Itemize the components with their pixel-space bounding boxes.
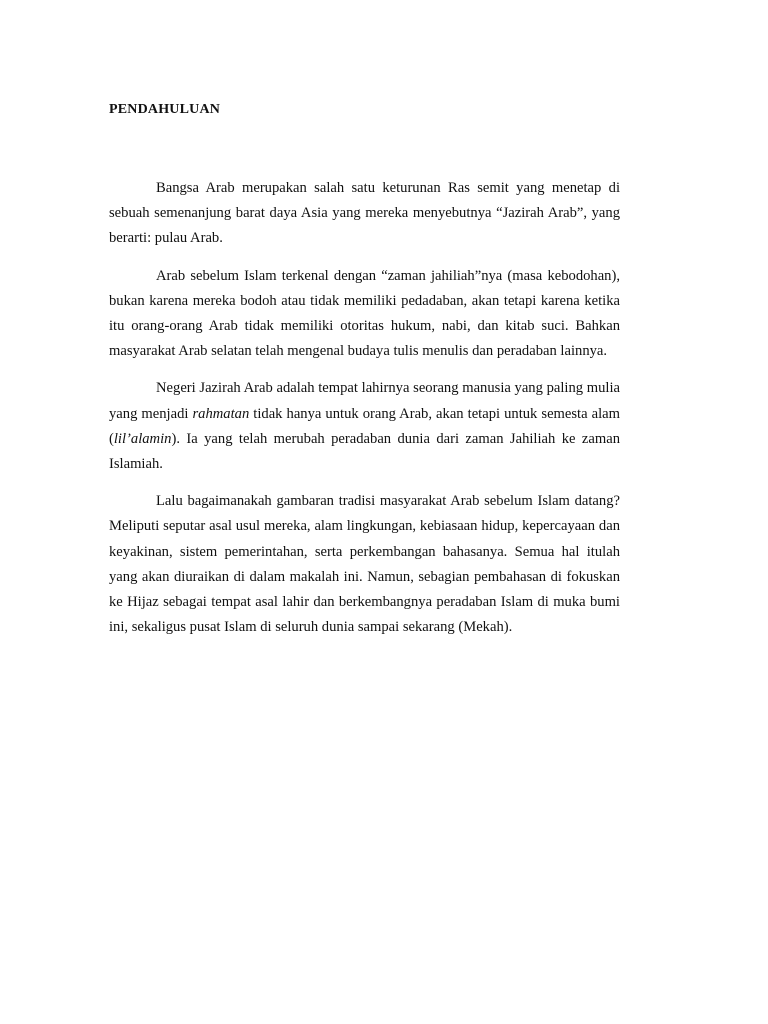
- paragraph-3-text-2: tidak hanya untuk orang Arab, akan tetapi untuk semesta alam (: [109, 405, 620, 447]
- paragraph-3: [109, 376, 620, 477]
- paragraph-1: Bangsa Arab merupakan salah satu keturunan Ras semit yang menetap di sebuah semenanjung barat daya Asia yang mereka menyebutnya “Jazirah Arab”, yang berarti: pulau Arab.: [109, 180, 620, 247]
- italic-term-rahmatan: rahmatan: [192, 405, 250, 422]
- page-title: PENDAHULUAN: [109, 102, 221, 117]
- paragraph-3-text-1: Negeri Jazirah Arab adalah tempat lahirnya seorang manusia yang paling mulia yang menjadi: [109, 380, 620, 422]
- document-body: [109, 176, 620, 640]
- paragraph-4: Lalu bagaimanakah gambaran tradisi masyarakat Arab sebelum Islam datang? Meliputi seputar asal usul mereka, alam lingkungan, kebiasaan hidup, kepercayaan dan keyakinan, sistem pemerintahan, serta perkembangan bahasanya. Semua hal itulah yang akan diuraikan di dalam makalah ini. Namun, sebagian pembahasan di fokuskan ke Hijaz sebagai tempat asal lahir dan berkembangnya peradaban Islam di muka bumi ini, sekaligus pusat Islam di seluruh dunia sampai sekarang (Mekah).: [109, 493, 620, 636]
- paragraph-3-text-3: ). Ia yang telah merubah peradaban dunia dari zaman Jahiliah ke zaman Islamiah.: [109, 430, 620, 473]
- paragraph-2: Arab sebelum Islam terkenal dengan “zaman jahiliah”nya (masa kebodohan), bukan karena mereka bodoh atau tidak memiliki pedadaban, akan tetapi karena ketika itu orang-orang Arab tidak memiliki otoritas hukum, nabi, dan kitab suci. Bahkan masyarakat Arab selatan telah mengenal budaya tulis menulis dan peradaban lainnya.: [109, 267, 620, 360]
- italic-term-lilalamin: lil’alamin: [113, 430, 172, 447]
